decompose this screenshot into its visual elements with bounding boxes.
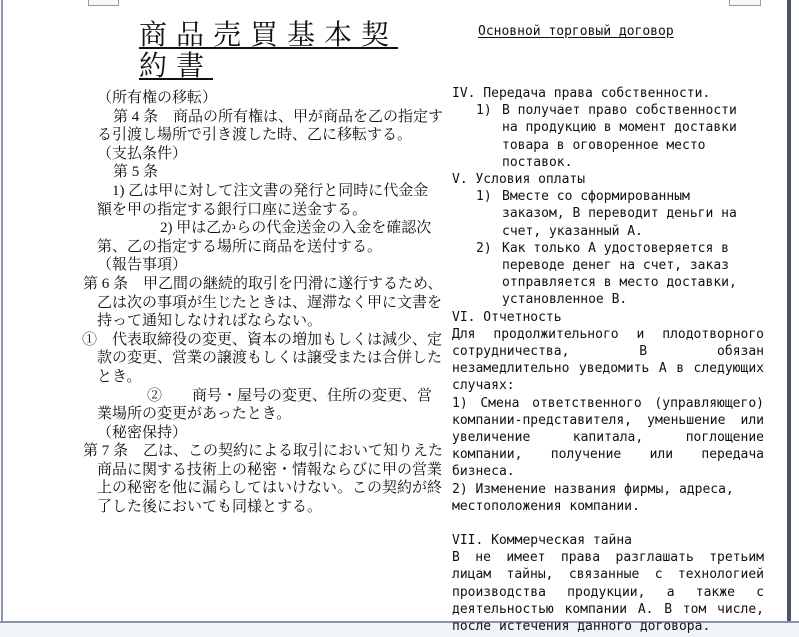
jp-label-ownership: （所有権の移転） (97, 90, 218, 106)
jp-article-6: 第 6 条 甲乙間の継続的取引を円滑に遂行するため、乙は次の事項が生じたときは、遅滞なく甲に文書を持って通知しなければならない。 (83, 275, 443, 330)
jp-contract-title: 商品売買基本契約書 (139, 20, 399, 82)
ru-item-number: 1) (476, 103, 492, 119)
japanese-column (82, 89, 444, 517)
ru-section-6-para-1: Для продолжительного и плодотворного сотрудничества, В обязан незамедлительно уведомить А в следующих случаях: (452, 326, 764, 394)
ru-section-6-para-3: 2) Изменение названия фирмы, адреса, местоположения компании. (452, 481, 734, 514)
ru-item-number: 2) (476, 240, 492, 256)
ru-heading-4: IV. Передача права собственности. (452, 86, 711, 101)
russian-column (452, 85, 764, 635)
page-edge-left (1, 0, 3, 622)
ru-section-7-para-1: В не имеет права разглашать третьим лицам тайны, связанные с технологией производства продукции, а также с деятельностью компании А. В том числе, после истечения данного договора. (452, 550, 764, 635)
ru-item-text: Как только А удостоверяется в переводе денег на счет, заказ отправляется в место доставки, установленное В. (502, 240, 737, 308)
ru-heading-7: VII. Коммерческая тайна (452, 533, 633, 549)
ru-section-5-item-1 (452, 188, 746, 240)
top-right-widget-fragment (729, 0, 761, 6)
jp-article-5: 第 5 条 (113, 164, 159, 181)
ru-section-6-para-2: 1) Смена ответственного (управляющего) компании-представителя, уменьшение или увеличение капитала, поглощение компании, получение или передача бизнеса. (452, 395, 764, 480)
top-left-widget-fragment (88, 0, 119, 6)
jp-article-5-item-1: 1) 乙は甲に対して注文書の発行と同時に代金金額を甲の指定する銀行口座に送金する。 (97, 182, 429, 218)
ru-item-text: В получает право собственности на продукцию в момент доставки товара в оговоренное место поставок. (502, 103, 737, 170)
ru-contract-title: Основной торговый договор (478, 24, 674, 39)
jp-article-5-item-2: 2) 甲は乙からの代金送金の入金を確認次第、乙の指定する場所に商品を送付する。 (97, 220, 432, 255)
ru-section-5-item-2 (452, 240, 746, 309)
page-edge-right (787, 0, 791, 622)
jp-article-7: 第 7 条 乙は、この契約による取引において知りえた商品に関する技術上の秘密・情報ならびに甲の営業上の秘密を他に漏らしてはいけない。この契約が終了した後においても同様とする。 (83, 443, 444, 516)
ru-item-text: Вместе со сформированным заказом, В переводит деньги на счет, указанный А. (502, 189, 737, 239)
jp-label-payment: （支払条件） (97, 145, 188, 162)
jp-label-secrecy: （秘密保持） (97, 424, 188, 441)
ru-section-4-item-1 (452, 102, 746, 171)
ru-heading-5: V. Условия оплаты (452, 172, 586, 188)
jp-label-report: （報告事項） (97, 257, 188, 274)
ru-heading-6: VI. Отчетность (452, 309, 562, 325)
jp-article-4: 第 4 条 商品の所有権は、甲が商品を乙の指定する引渡し場所で引き渡した時、乙に移転する。 (97, 108, 444, 144)
jp-article-6-item-1: ① 代表取締役の変更、資本の増加もしくは減少、定款の変更、営業の譲渡もしくは譲受または合併したとき。 (82, 331, 443, 385)
ru-item-number: 1) (476, 189, 492, 205)
jp-article-6-item-2: ② 商号・屋号の変更、住所の変更、営業場所の変更があったとき。 (97, 387, 433, 423)
